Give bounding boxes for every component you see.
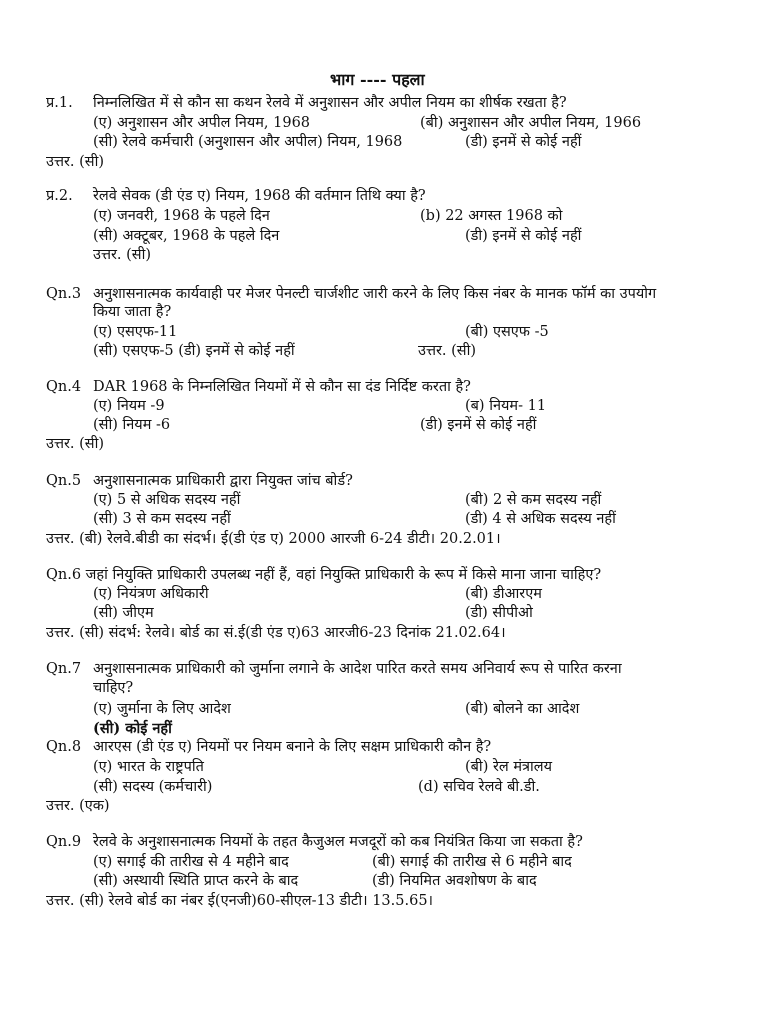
answer: उत्तर. (सी)	[93, 247, 151, 263]
question-text: Qn.6 जहां नियुक्ति प्राधिकारी उपलब्ध नहीं हैं, वहां नियुक्ति प्राधिकारी के रूप में किसे माना जाना चाहिए?	[46, 567, 602, 583]
option-b: (b) 22 अगस्त 1968 को	[420, 208, 563, 224]
option-b: (बी) डीआरएम	[465, 586, 542, 602]
answer: उत्तर. (सी)	[46, 154, 104, 170]
option-c: (सी) रेलवे कर्मचारी (अनुशासन और अपील) नियम, 1968	[93, 134, 403, 150]
option-a: (ए) सगाई की तारीख से 4 महीने बाद	[93, 854, 289, 870]
option-d: (डी) सीपीओ	[465, 605, 533, 621]
question-number: Qn.9	[46, 834, 82, 850]
question-text: निम्नलिखित में से कौन सा कथन रेलवे में अनुशासन और अपील नियम का शीर्षक रखता है?	[93, 95, 567, 111]
option-b: (बी) सगाई की तारीख से 6 महीने बाद	[372, 854, 572, 870]
option-c: (सी) कोई नहीं	[93, 720, 172, 737]
answer: उत्तर. (एक)	[46, 798, 110, 814]
option-d: (डी) इनमें से कोई नहीं	[465, 228, 582, 244]
question-text-continued: चाहिए?	[93, 680, 134, 696]
option-d: (डी) इनमें से कोई नहीं	[465, 134, 582, 150]
page-title: भाग ---- पहला	[330, 70, 425, 89]
option-a: (ए) 5 से अधिक सदस्य नहीं	[93, 492, 241, 508]
option-c: (सी) नियम -6	[93, 417, 171, 433]
option-b: (बी) 2 से कम सदस्य नहीं	[465, 492, 602, 508]
option-d: (डी) नियमित अवशोषण के बाद	[372, 873, 537, 889]
option-b: (ब) नियम- 11	[465, 398, 547, 414]
question-number: Qn.7	[46, 661, 82, 677]
answer: उत्तर. (सी)	[46, 436, 104, 452]
option-d: (डी) 4 से अधिक सदस्य नहीं	[465, 511, 616, 527]
question-number: प्र.2.	[46, 188, 73, 204]
question-text-continued: किया जाता है?	[93, 304, 172, 320]
question-text: अनुशासनात्मक कार्यवाही पर मेजर पेनल्टी चार्जशीट जारी करने के लिए किस नंबर के मानक फॉर्म का उपयोग	[93, 286, 657, 302]
answer: उत्तर. (सी) संदर्भ: रेलवे। बोर्ड का सं.ई(डी एंड ए)63 आरजी6-23 दिनांक 21.02.64।	[46, 625, 506, 641]
answer: उत्तर. (सी) रेलवे बोर्ड का नंबर ई(एनजी)60-सीएल-13 डीटी। 13.5.65।	[46, 893, 434, 909]
option-a: (ए) एसएफ-11	[93, 324, 178, 340]
option-a: (ए) जुर्माना के लिए आदेश	[93, 701, 231, 717]
question-text: आरएस (डी एंड ए) नियमों पर नियम बनाने के लिए सक्षम प्राधिकारी कौन है?	[93, 739, 492, 755]
option-a: (ए) नियम -9	[93, 398, 165, 414]
option-a: (ए) भारत के राष्ट्रपति	[93, 759, 204, 775]
option-a: (ए) जनवरी, 1968 के पहले दिन	[93, 208, 270, 224]
option-b: (बी) रेल मंत्रालय	[465, 759, 552, 775]
option-d: (d) सचिव रेलवे बी.डी.	[418, 779, 540, 795]
option-d: (डी) इनमें से कोई नहीं	[420, 417, 537, 433]
option-c: (सी) सदस्य (कर्मचारी)	[93, 779, 213, 795]
question-text: रेलवे सेवक (डी एंड ए) नियम, 1968 की वर्तमान तिथि क्या है?	[93, 188, 426, 204]
question-number: Qn.5	[46, 473, 82, 489]
option-c: (सी) अक्टूबर, 1968 के पहले दिन	[93, 228, 280, 244]
option-c-d: (सी) एसएफ-5 (डी) इनमें से कोई नहीं	[93, 343, 295, 359]
question-number: Qn.4	[46, 379, 82, 395]
answer: उत्तर. (बी) रेलवे.बीडी का संदर्भ। ई(डी एंड ए) 2000 आरजी 6-24 डीटी। 20.2.01।	[46, 531, 501, 547]
option-b: (बी) बोलने का आदेश	[465, 701, 580, 717]
question-text: अनुशासनात्मक प्राधिकारी को जुर्माना लगाने के आदेश पारित करते समय अनिवार्य रूप से पारित करना	[93, 661, 622, 677]
option-b: (बी) एसएफ -5	[465, 324, 549, 340]
question-text: अनुशासनात्मक प्राधिकारी द्वारा नियुक्त जांच बोर्ड?	[93, 473, 353, 489]
option-b: (बी) अनुशासन और अपील नियम, 1966	[420, 115, 642, 131]
option-a: (ए) नियंत्रण अधिकारी	[93, 586, 209, 602]
question-number: Qn.8	[46, 739, 82, 755]
question-number: Qn.3	[46, 286, 82, 302]
question-text: DAR 1968 के निम्नलिखित नियमों में से कौन सा दंड निर्दिष्ट करता है?	[93, 379, 471, 395]
question-number: प्र.1.	[46, 95, 73, 111]
question-text: रेलवे के अनुशासनात्मक नियमों के तहत कैजुअल मजदूरों को कब नियंत्रित किया जा सकता है?	[93, 834, 583, 850]
option-c: (सी) अस्थायी स्थिति प्राप्त करने के बाद	[93, 873, 299, 889]
option-a: (ए) अनुशासन और अपील नियम, 1968	[93, 115, 311, 131]
option-c: (सी) 3 से कम सदस्य नहीं	[93, 511, 231, 527]
answer: उत्तर. (सी)	[418, 343, 476, 359]
option-c: (सी) जीएम	[93, 605, 154, 621]
